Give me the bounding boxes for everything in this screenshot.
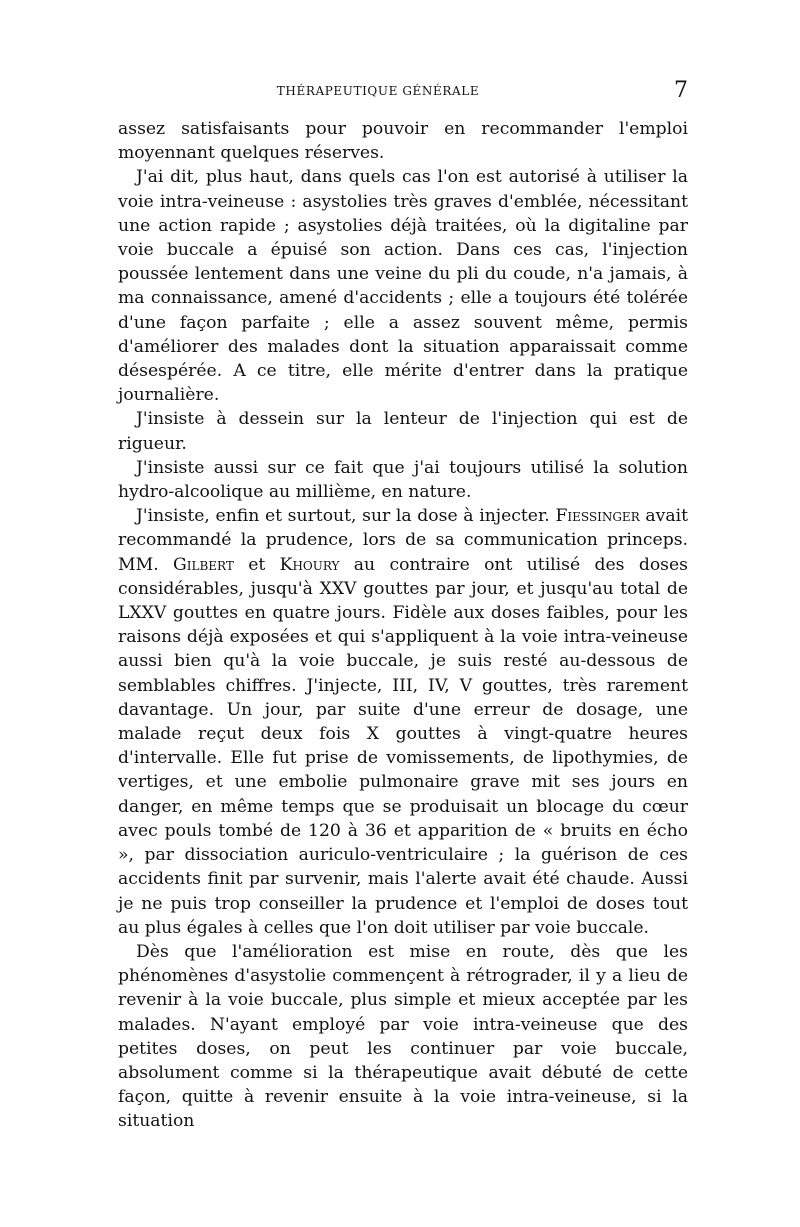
running-header bbox=[118, 78, 688, 102]
paragraph-4: J'insiste aussi sur ce fait que j'ai toujours utilisé la solution hydro-alcoolique au millième, en nature. bbox=[118, 457, 688, 503]
author-fiessinger: Fiessinger bbox=[555, 506, 640, 527]
paragraph-6: Dès que l'amélioration est mise en route, dès que les phénomènes d'asystolie commençent à rétrograder, il y a lieu de revenir à la voie buccale, plus simple et mieux acceptée par les malades. N'ayant employé par voie intra-veineuse que des petites doses, on peut les continuer par voie buccale, absolument comme si la thérapeutique avait débuté de cette façon, quitte à revenir ensuite à la voie intra-veineuse, si la situation bbox=[118, 941, 688, 1132]
paragraph-5-part-b: avait recommandé la prudence, lors de sa communication princeps. MM. bbox=[118, 506, 689, 575]
paragraph-5-part-c: et bbox=[248, 554, 266, 575]
body-text bbox=[118, 117, 688, 1134]
paragraph-3: J'insiste à dessein sur la lenteur de l'injection qui est de rigueur. bbox=[118, 409, 688, 454]
page-number: 7 bbox=[674, 78, 688, 103]
paragraph-5-part-a: J'insiste, enfin et surtout, sur la dose à injecter. bbox=[136, 506, 550, 527]
paragraph-1: assez satisfaisants pour pouvoir en recommander l'emploi moyennant quelques réserves. bbox=[118, 119, 688, 164]
paragraph-5 bbox=[118, 504, 688, 940]
paragraph-2: J'ai dit, plus haut, dans quels cas l'on est autorisé à utiliser la voie intra-veineuse : asystolies très graves d'emblée, nécessitant une action rapide ; asystolies déjà traitées, où la digitaline par voie buccale a épuisé son action. Dans ces cas, l'injection poussée lentement dans une veine du pli du coude, n'a jamais, à ma connaissance, amené d'accidents ; elle a toujours été tolérée d'une façon parfaite ; elle a assez souvent même, permis d'améliorer des malades dont la situation apparaissait comme désespérée. A ce titre, elle mérite d'entrer dans la pratique journalière. bbox=[118, 167, 688, 406]
author-khoury: Khoury bbox=[279, 554, 340, 575]
paragraph-5-part-d: au contraire ont utilisé des doses considérables, jusqu'à XXV gouttes par jour, et jusqu'au total de LXXV gouttes en quatre jours. Fidèle aux doses faibles, pour les raisons déjà exposées et qui s'appliquent à la voie intra-veineuse aussi bien qu'à la voie buccale, je suis resté au-dessous de semblables chiffres. J'injecte, III, IV, V gouttes, très rarement davantage. Un jour, par suite d'une erreur de dosage, une malade reçut deux fois X gouttes à vingt-quatre heures d'intervalle. Elle fut prise de vomissements, de lipothymies, de vertiges, et une embolie pulmonaire grave mit ses jours en danger, en même temps que se produisait un blocage du cœur avec pouls tombé de 120 à 36 et apparition de « bruits en écho », par dissociation auriculo-ventriculaire ; la guérison de ces accidents finit par survenir, mais l'alerte avait été chaude. Aussi je ne puis trop conseiller la prudence et l'emploi de doses tout au plus égales à celles que l'on doit utiliser par voie buccale. bbox=[118, 554, 688, 938]
running-title: THÉRAPEUTIQUE GÉNÉRALE bbox=[276, 84, 480, 98]
author-gilbert: Gilbert bbox=[173, 554, 234, 575]
